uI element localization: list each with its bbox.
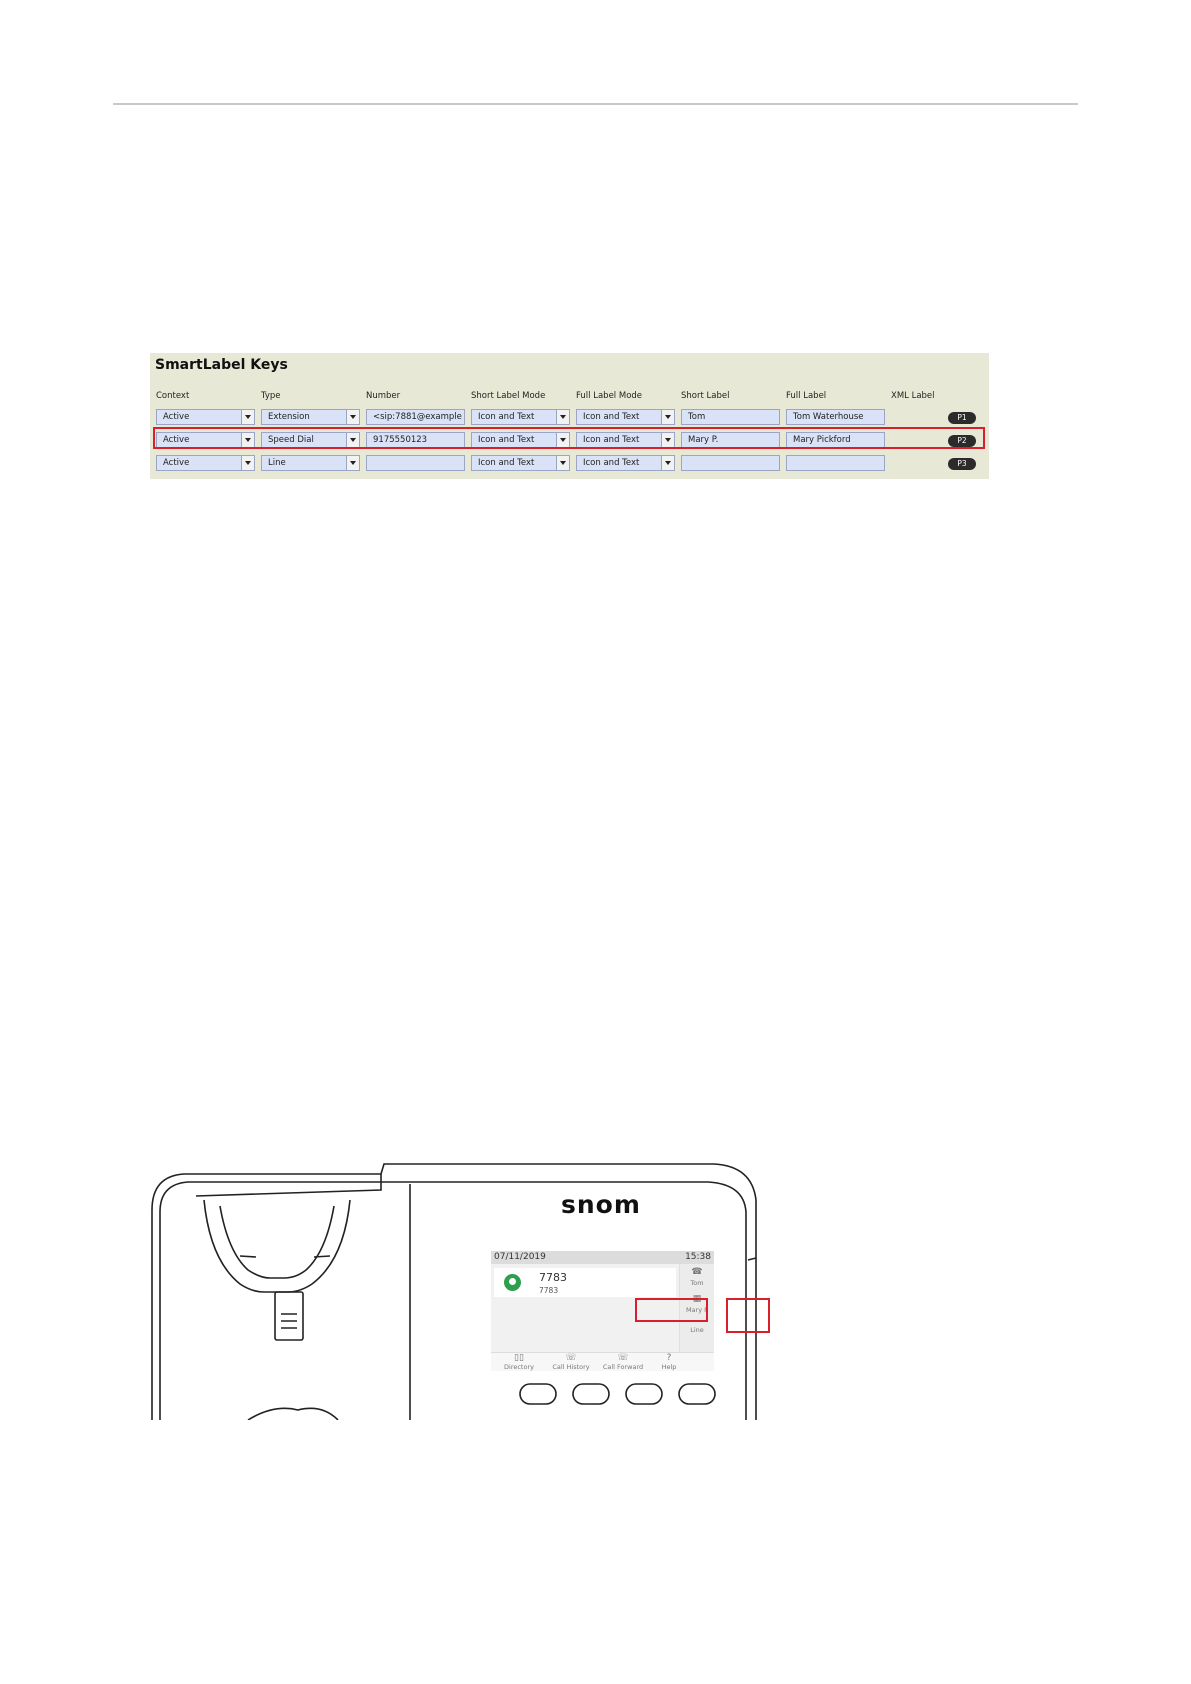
softkey-bar xyxy=(491,1352,714,1371)
context-value: Active xyxy=(163,412,190,422)
handset-icon: ☎ xyxy=(691,1267,703,1277)
type-value: Line xyxy=(268,458,286,468)
short-mode-value: Icon and Text xyxy=(478,458,535,468)
number-input[interactable]: <sip:7881@example xyxy=(366,409,465,425)
highlight-box xyxy=(153,427,985,449)
top-rule xyxy=(113,103,1078,105)
softkey-help-label: Help xyxy=(661,1363,677,1371)
chevron-down-icon xyxy=(241,410,254,424)
table-row xyxy=(150,452,989,472)
smartlabel-panel xyxy=(150,353,989,479)
chevron-down-icon xyxy=(241,456,254,470)
softkey-call-forward[interactable] xyxy=(597,1353,649,1371)
context-select[interactable] xyxy=(156,409,255,425)
screen-highlight-box xyxy=(635,1298,708,1322)
call-card[interactable] xyxy=(494,1268,676,1297)
avatar-icon xyxy=(504,1274,521,1291)
chevron-down-icon xyxy=(346,410,359,424)
type-select[interactable] xyxy=(261,455,360,471)
chevron-down-icon xyxy=(346,456,359,470)
header-number: Number xyxy=(366,391,401,401)
short-label-mode-select[interactable] xyxy=(471,409,570,425)
chevron-down-icon xyxy=(556,410,569,424)
full-label-input[interactable]: Mary Pickford xyxy=(786,432,885,448)
softkey-call-history-label: Call History xyxy=(552,1363,590,1371)
context-value: Active xyxy=(163,458,190,468)
full-mode-value: Icon and Text xyxy=(583,435,640,445)
full-label-mode-select[interactable] xyxy=(576,455,675,471)
context-select[interactable] xyxy=(156,455,255,471)
header-type: Type xyxy=(261,391,281,401)
header-short-label-mode: Short Label Mode xyxy=(471,391,546,401)
grid-icon: ▦ xyxy=(692,1294,702,1304)
softkey-directory[interactable] xyxy=(495,1353,543,1371)
screen-date: 07/11/2019 xyxy=(494,1252,546,1262)
number-input[interactable]: 9175550123 xyxy=(366,432,465,448)
softkey-directory-label: Directory xyxy=(504,1363,534,1371)
screen-time: 15:38 xyxy=(685,1252,711,1262)
short-label-input[interactable] xyxy=(681,455,780,471)
softkey-help[interactable] xyxy=(654,1353,684,1371)
brand-logo: snom xyxy=(561,1190,641,1219)
header-full-label: Full Label xyxy=(786,391,827,401)
short-label-mode-select[interactable] xyxy=(471,455,570,471)
softkey-call-history[interactable] xyxy=(546,1353,596,1371)
side-label-tom: Tom xyxy=(690,1279,704,1287)
status-bar xyxy=(491,1251,714,1264)
short-label-input[interactable]: Tom xyxy=(681,409,780,425)
book-icon: ▯▯ xyxy=(514,1353,524,1363)
chevron-down-icon xyxy=(661,410,674,424)
call-number: 7783 xyxy=(539,1286,559,1295)
function-key-badge[interactable]: P1 xyxy=(948,412,976,424)
key-highlight-box xyxy=(726,1298,770,1333)
side-label-mary: Mary P xyxy=(685,1306,709,1314)
chevron-down-icon xyxy=(556,456,569,470)
short-mode-value: Icon and Text xyxy=(478,412,535,422)
full-label-mode-select[interactable] xyxy=(576,409,675,425)
type-value: Speed Dial xyxy=(268,435,314,445)
header-short-label: Short Label xyxy=(681,391,730,401)
help-icon: ? xyxy=(666,1353,672,1363)
function-key-badge[interactable]: P3 xyxy=(948,458,976,470)
call-name: 7783 xyxy=(539,1271,567,1284)
chevron-down-icon xyxy=(661,456,674,470)
type-value: Extension xyxy=(268,412,310,422)
call-history-icon: ☏ xyxy=(565,1353,577,1363)
short-mode-value: Icon and Text xyxy=(478,435,535,445)
context-value: Active xyxy=(163,435,190,445)
header-context: Context xyxy=(156,391,190,401)
full-label-input[interactable]: Tom Waterhouse xyxy=(786,409,885,425)
softkey-call-forward-label: Call Forward xyxy=(602,1363,644,1371)
full-mode-value: Icon and Text xyxy=(583,412,640,422)
table-row xyxy=(150,406,989,426)
function-key-badge[interactable]: P2 xyxy=(948,435,976,447)
number-input[interactable] xyxy=(366,455,465,471)
phone-illustration xyxy=(148,1160,812,1420)
smartlabel-title: SmartLabel Keys xyxy=(155,357,288,373)
short-label-input[interactable]: Mary P. xyxy=(681,432,780,448)
header-xml-label: XML Label xyxy=(891,391,935,401)
header-full-label-mode: Full Label Mode xyxy=(576,391,643,401)
side-label-line: Line xyxy=(690,1326,704,1334)
call-forward-icon: ☏ xyxy=(617,1353,629,1363)
type-select[interactable] xyxy=(261,409,360,425)
full-mode-value: Icon and Text xyxy=(583,458,640,468)
full-label-input[interactable] xyxy=(786,455,885,471)
